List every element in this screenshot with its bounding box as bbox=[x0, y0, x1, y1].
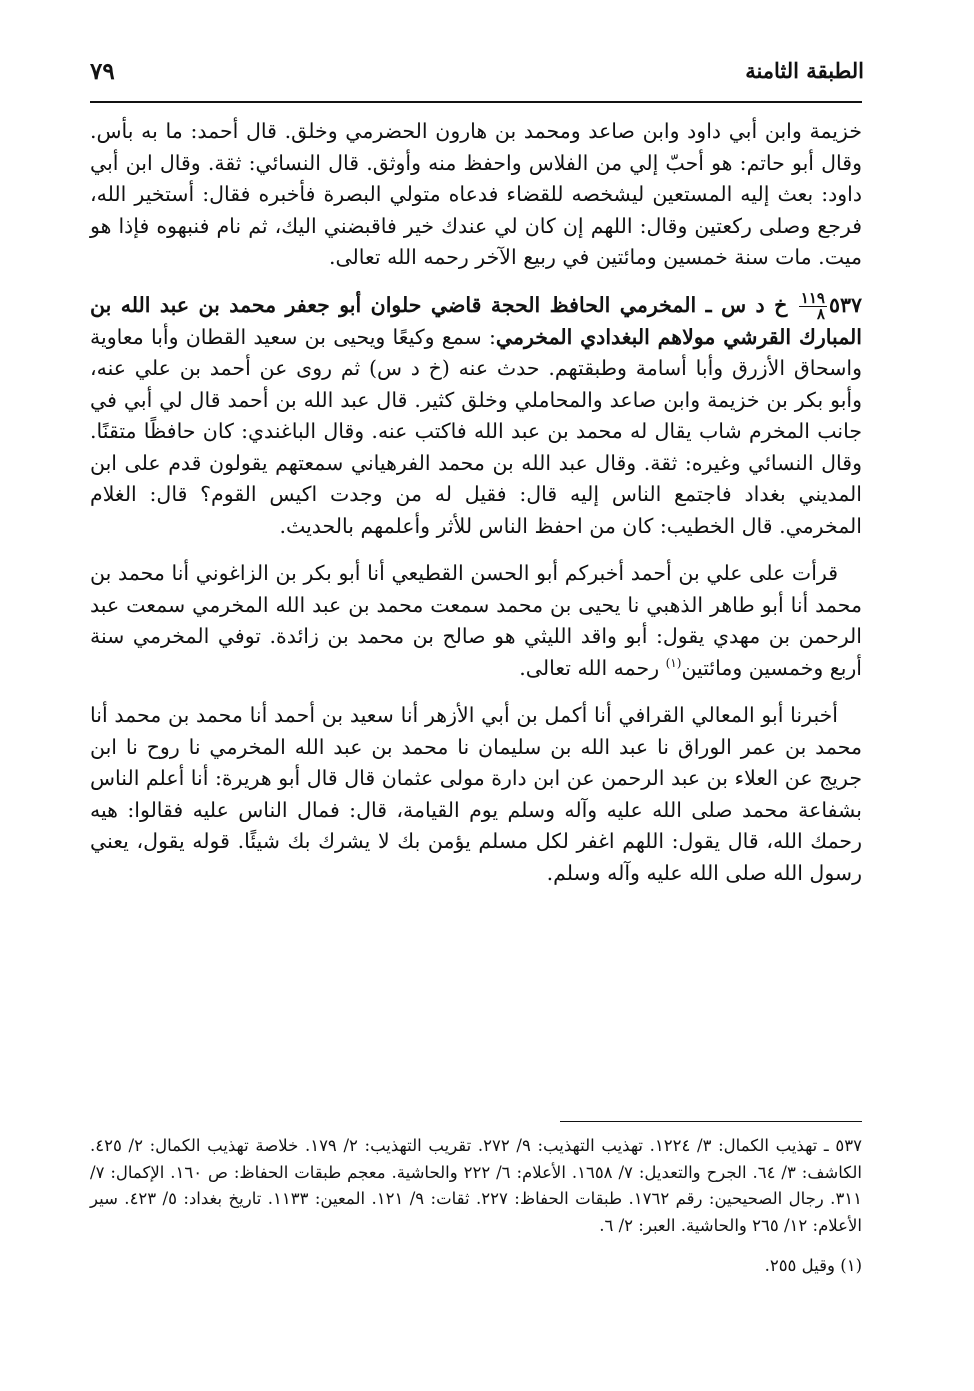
isnad-1-end: رحمه الله تعالى. bbox=[519, 655, 666, 680]
fraction-denominator: ٨ bbox=[816, 304, 825, 323]
entry-title: خ د س ـ المخرمي الحافظ الحجة قاضي حلوان أبو جعفر محمد بن عبد الله بن المبارك القرشي مولاهم البغدادي المخرمي bbox=[90, 292, 862, 349]
paragraph-isnad-1 bbox=[90, 558, 862, 684]
footnote-ref: (١) bbox=[665, 655, 682, 670]
footnote-1: (١) وقيل ٢٥٥. bbox=[764, 1256, 862, 1275]
main-text bbox=[90, 116, 862, 889]
entry-number: ٥٣٧ bbox=[828, 292, 862, 317]
page-number: ٧٩ bbox=[90, 58, 115, 85]
entry-text: : سمع وكيعًا ويحيى بن سعيد القطان وأبا معاوية واسحاق الأزرق وأبا أسامة وطبقتهم. حدث عنه (خ د س) ثم روى عن أحمد بن علي عنه، وأبو بكر بن خزيمة وابن صاعد والمحاملي وخلق كثير. قال عبد الله بن أحمد قال لي أبي في جانب المخرم شاب يقال له محمد بن عبد الله فاكتب عنه. وقال الباغندي: كان حافظًا متقنًا. وقال النسائي وغيره: ثقة. وقال عبد الله بن محمد الفرهياني سمعتهم يقولون قدم على ابن المديني بغداد فاجتمع الناس إليه قال: فقيل له من وجدت اكيس القوم؟ قال: الغلام المخرمي. قال الخطيب: كان من احفظ الناس للأثر وأعلمهم بالحديث. bbox=[90, 324, 862, 538]
page-header bbox=[90, 52, 864, 92]
footnotes bbox=[90, 1133, 862, 1280]
fraction-numerator: ١١٩ bbox=[800, 288, 825, 307]
header-rule bbox=[90, 101, 862, 103]
isnad-1-text: قرأت على علي بن أحمد أخبركم أبو الحسن القطيعي أنا أبو بكر بن الزاغوني أنا محمد بن محمد أنا أبو طاهر الذهبي نا يحيى بن محمد سمعت محمد بن عبد الله المخرمي سمعت عبد الرحمن بن مهدي يقول: أبو واقد الليثي هو صالح بن محمد بن زائدة. توفي المخرمي سنة أربع وخمسين ومائتين bbox=[90, 561, 862, 680]
entry-fraction bbox=[799, 288, 827, 323]
biography-entry bbox=[90, 290, 862, 543]
running-head: الطبقة الثامنة bbox=[745, 58, 864, 83]
paragraph-isnad-2: أخبرنا أبو المعالي القرافي أنا أكمل بن أبي الأزهر أنا سعيد بن أحمد أنا محمد بن محمد أنا محمد بن عمر الوراق نا عبد الله بن سليمان نا محمد بن عبد الله المخرمي نا روح نا ابن جريج عن العلاء بن عبد الرحمن عن ابن دارة مولى عثمان قال قال أبو هريرة: أنا أعلم الناس بشفاعة محمد صلى الله عليه وآله وسلم يوم القيامة، قال: فمال الناس عليه فقالوا: هيه رحمك الله، قال يقول: اللهم اغفر لكل مسلم يؤمن بك لا يشرك بك شيئًا. قوله يقول، يعني رسول الله صلى الله عليه وآله وسلم. bbox=[90, 703, 862, 885]
paragraph-continuation: خزيمة وابن أبي داود وابن صاعد ومحمد بن هارون الحضرمي وخلق. قال أحمد: ما به بأس. وقال أبو حاتم: هو أحبّ إلي من الفلاس واحفظ منه وأوثق. قال النسائي: ثقة. وقال ابن أبي داود: بعث إليه المستعين ليشخصه للقضاء فدعاه متولي البصرة فأخبره فقال: أستخير الله، فرجع وصلى ركعتين وقال: اللهم إن كان لي عندك خير فاقبضني اليك، ثم نام فنبهوه فإذا هو ميت. مات سنة خمسين ومائتين في ربيع الآخر رحمه الله تعالى. bbox=[90, 119, 862, 269]
footnote-sources: ٥٣٧ ـ تهذيب الكمال: ٣/ ١٢٢٤. تهذيب التهذيب: ٩/ ٢٧٢. تقريب التهذيب: ٢/ ١٧٩. خلاصة تهذيب الكمال: ٢/ ٤٢٥. الكاشف: ٣/ ٦٤. الجرح والتعديل: ٧/ ١٦٥٨. الأعلام: ٦/ ٢٢٢ والحاشية. معجم طبقات الحفاظ: ص ١٦٠. الإكمال: ٧/ ٣١١. رجال الصحيحين: رقم ١٧٦٢. طبقات الحفاظ: ٢٢٧. ثقات: ٩/ ١٢١. المعين: ١١٣٣. تاريخ بغداد: ٥/ ٤٢٣. سير الأعلام: ١٢/ ٢٦٥ والحاشية. العبر: ٢/ ٦. bbox=[90, 1136, 863, 1235]
footnote-rule bbox=[560, 1121, 862, 1122]
